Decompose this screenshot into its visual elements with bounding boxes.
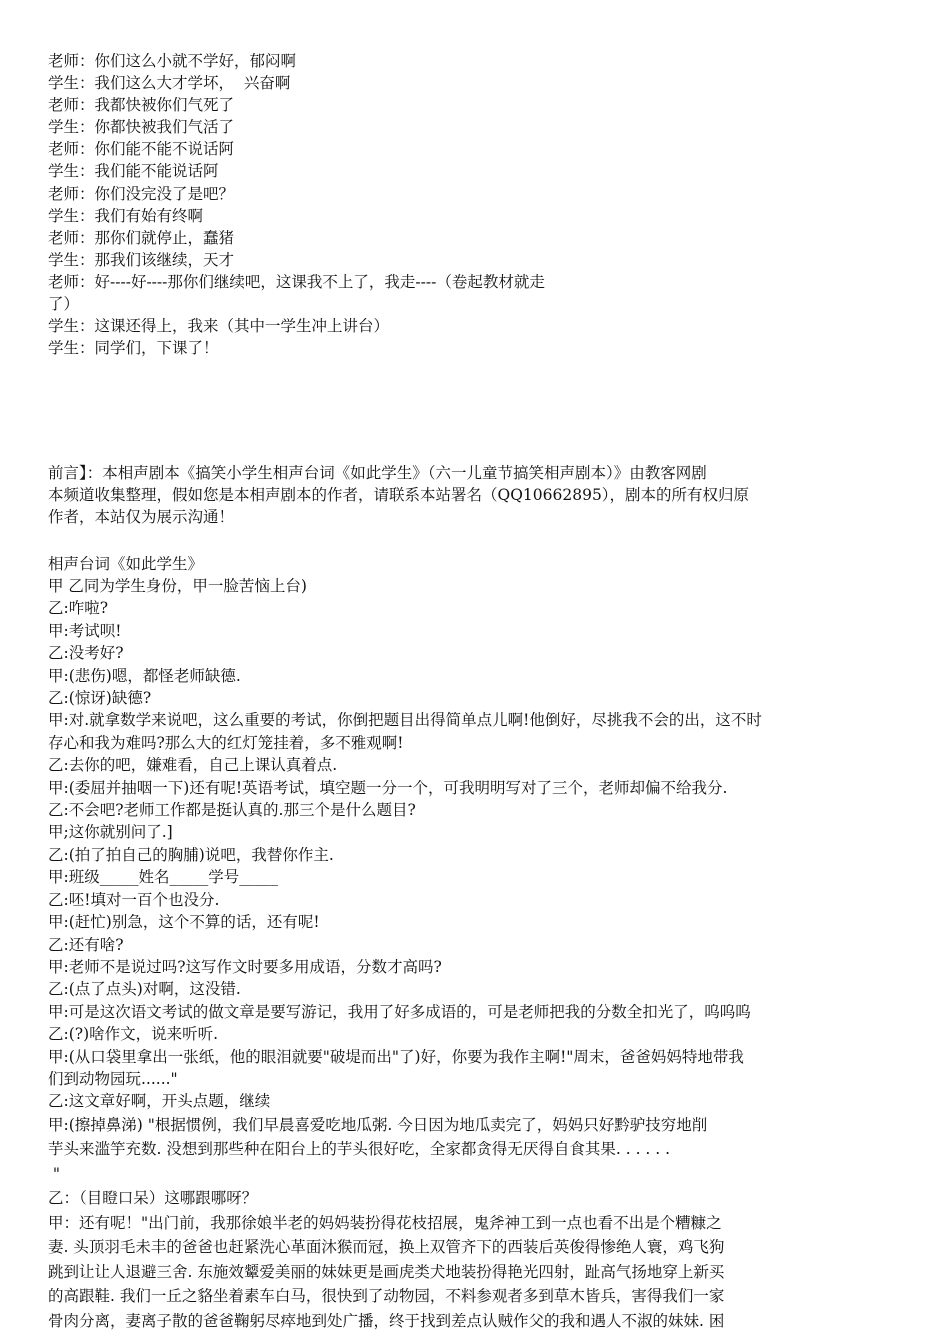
dialogue-line: 乙:(点了点头)对啊，这没错. (48, 980, 241, 999)
dialogue-line: 乙:不会吧?老师工作都是挺认真的.那三个是什么题目? (48, 801, 416, 820)
dialogue-line: 乙:(拍了拍自己的胸脯)说吧，我替你作主. (48, 845, 334, 864)
teacher-student-dialogue (48, 50, 908, 359)
dialogue-line: 甲:(赶忙)别急，这个不算的话，还有呢! (48, 913, 320, 932)
dialogue-line: 甲:(从口袋里拿出一张纸，他的眼泪就要"破堤而出"了)好，你要为我作主啊!"周末，爸爸妈妈特地带我 (48, 1047, 744, 1066)
dialogue-line: 学生：我们这么大才学坏， 兴奋啊 (48, 74, 291, 93)
dialogue-line: 骨肉分离，妻离子散的爸爸鞠躬尽瘁地到处广播，终于找到差点认贼作父的我和遇人不淑的妹妹. 困 (48, 1311, 725, 1330)
preface-line: 前言】：本相声剧本《搞笑小学生相声台词《如此学生》（六一儿童节搞笑相声剧本）》由教客网剧 (48, 464, 707, 482)
dialogue-line: 跳到让让人退避三舍. 东施效颦爱美丽的妹妹更是画虎类犬地装扮得艳光四射，趾高气扬地穿上新买 (48, 1262, 725, 1281)
script-title (48, 553, 908, 575)
dialogue-line: 学生：我们有始有终啊 (48, 206, 204, 225)
dialogue-line: 甲:老师不是说过吗?这写作文时要多用成语，分数才高吗? (48, 957, 442, 976)
dialogue-line: 学生：这课还得上，我来（其中一学生冲上讲台） (48, 317, 390, 336)
dialogue-line: 甲:(擦掉鼻涕) "根据惯例，我们早晨喜爱吃地瓜粥. 今日因为地瓜卖完了，妈妈只好黔驴技穷地削 (48, 1115, 708, 1134)
dialogue-line: " (48, 1164, 61, 1183)
dialogue-line: 甲:班级_____姓名_____学号_____ (48, 868, 278, 887)
dialogue-line: 存心和我为难吗?那么大的红灯笼挂着，多不雅观啊! (48, 733, 404, 752)
script-title-text: 相声台词《如此学生》 (48, 555, 204, 573)
dialogue-line: 乙:还有啥? (48, 935, 124, 954)
dialogue-line: 乙:咋啦? (48, 599, 109, 618)
dialogue-line: 老师：那你们就停止，蠢猪 (48, 228, 235, 247)
dialogue-line: 乙：（目瞪口呆）这哪跟哪呀？ (48, 1189, 258, 1208)
dialogue-line: 老师：你们这么小就不学好，郁闷啊 (48, 52, 297, 70)
dialogue-line: 的高跟鞋. 我们一丘之貉坐着素车白马，很快到了动物园，不料参观者多到草木皆兵，害得我们一家 (48, 1287, 725, 1306)
dialogue-line: 甲：还有呢！"出门前，我那徐娘半老的妈妈装扮得花枝招展，鬼斧神工到一点也看不出是个糟糠之 (48, 1213, 722, 1232)
dialogue-line: 学生：那我们该继续，天才 (48, 250, 235, 269)
preface-paragraph (48, 462, 908, 528)
preface-line: 本频道收集整理，假如您是本相声剧本的作者，请联系本站署名（QQ10662895），剧本的所有权归原 (48, 486, 750, 505)
dialogue-line: 甲:考试呗! (48, 621, 122, 640)
dialogue-line: 学生：你都快被我们气活了 (48, 118, 235, 137)
dialogue-line: 乙:呸!填对一百个也没分. (48, 890, 220, 909)
dialogue-line: 了） (48, 295, 80, 314)
crosstalk-dialogue (48, 575, 908, 1333)
dialogue-line: 老师：你们没完没了是吧？ (48, 184, 235, 203)
dialogue-line: 乙:没考好? (48, 644, 124, 663)
dialogue-line: 学生：同学们，下课了！ (48, 339, 219, 358)
dialogue-line: 甲:(委屈并抽咽一下)还有呢!英语考试，填空题一分一个，可我明明写对了三个，老师却偏不给我分. (48, 778, 728, 797)
dialogue-line: 芋头来滥竽充数. 没想到那些种在阳台上的芋头很好吃，全家都贪得无厌得自食其果. . . . . . (48, 1140, 671, 1159)
dialogue-line: 甲:对.就拿数学来说吧，这么重要的考试，你倒把题目出得简单点儿啊!他倒好，尽挑我不会的出，这不时 (48, 711, 762, 730)
dialogue-line: 乙:去你的吧，嫌难看，自己上课认真着点. (48, 756, 338, 775)
dialogue-line: 老师：我都快被你们气死了 (48, 96, 235, 115)
dialogue-line: 甲;这你就别问了.] (48, 823, 173, 842)
preface-line: 作者，本站仅为展示沟通！ (48, 508, 235, 527)
dialogue-line: 们到动物园玩......" (48, 1069, 178, 1088)
dialogue-line: 学生：我们能不能说话阿 (48, 162, 219, 181)
dialogue-line: 甲:可是这次语文考试的做文章是要写游记，我用了好多成语的，可是老师把我的分数全扣光了，呜呜呜 (48, 1002, 751, 1021)
dialogue-line: 甲:(悲伤)嗯，都怪老师缺德. (48, 666, 241, 685)
dialogue-line: 乙:(惊讶)缺德? (48, 689, 152, 708)
dialogue-line: 老师：你们能不能不说话阿 (48, 140, 235, 159)
dialogue-line: 妻. 头顶羽毛未丰的爸爸也赶紧洗心革面沐猴而冠，换上双管齐下的西装后英俊得惨绝人寰，鸡飞狗 (48, 1238, 725, 1257)
dialogue-line: 老师：好----好----那你们继续吧，这课我不上了，我走----（卷起教材就走 (48, 272, 545, 291)
dialogue-line: 乙:这文章好啊，开头点题，继续 (48, 1092, 271, 1111)
dialogue-line: 乙:(?)啥作文，说来听听. (48, 1025, 219, 1044)
dialogue-line: 甲 乙同为学生身份，甲一脸苦恼上台) (48, 577, 307, 595)
